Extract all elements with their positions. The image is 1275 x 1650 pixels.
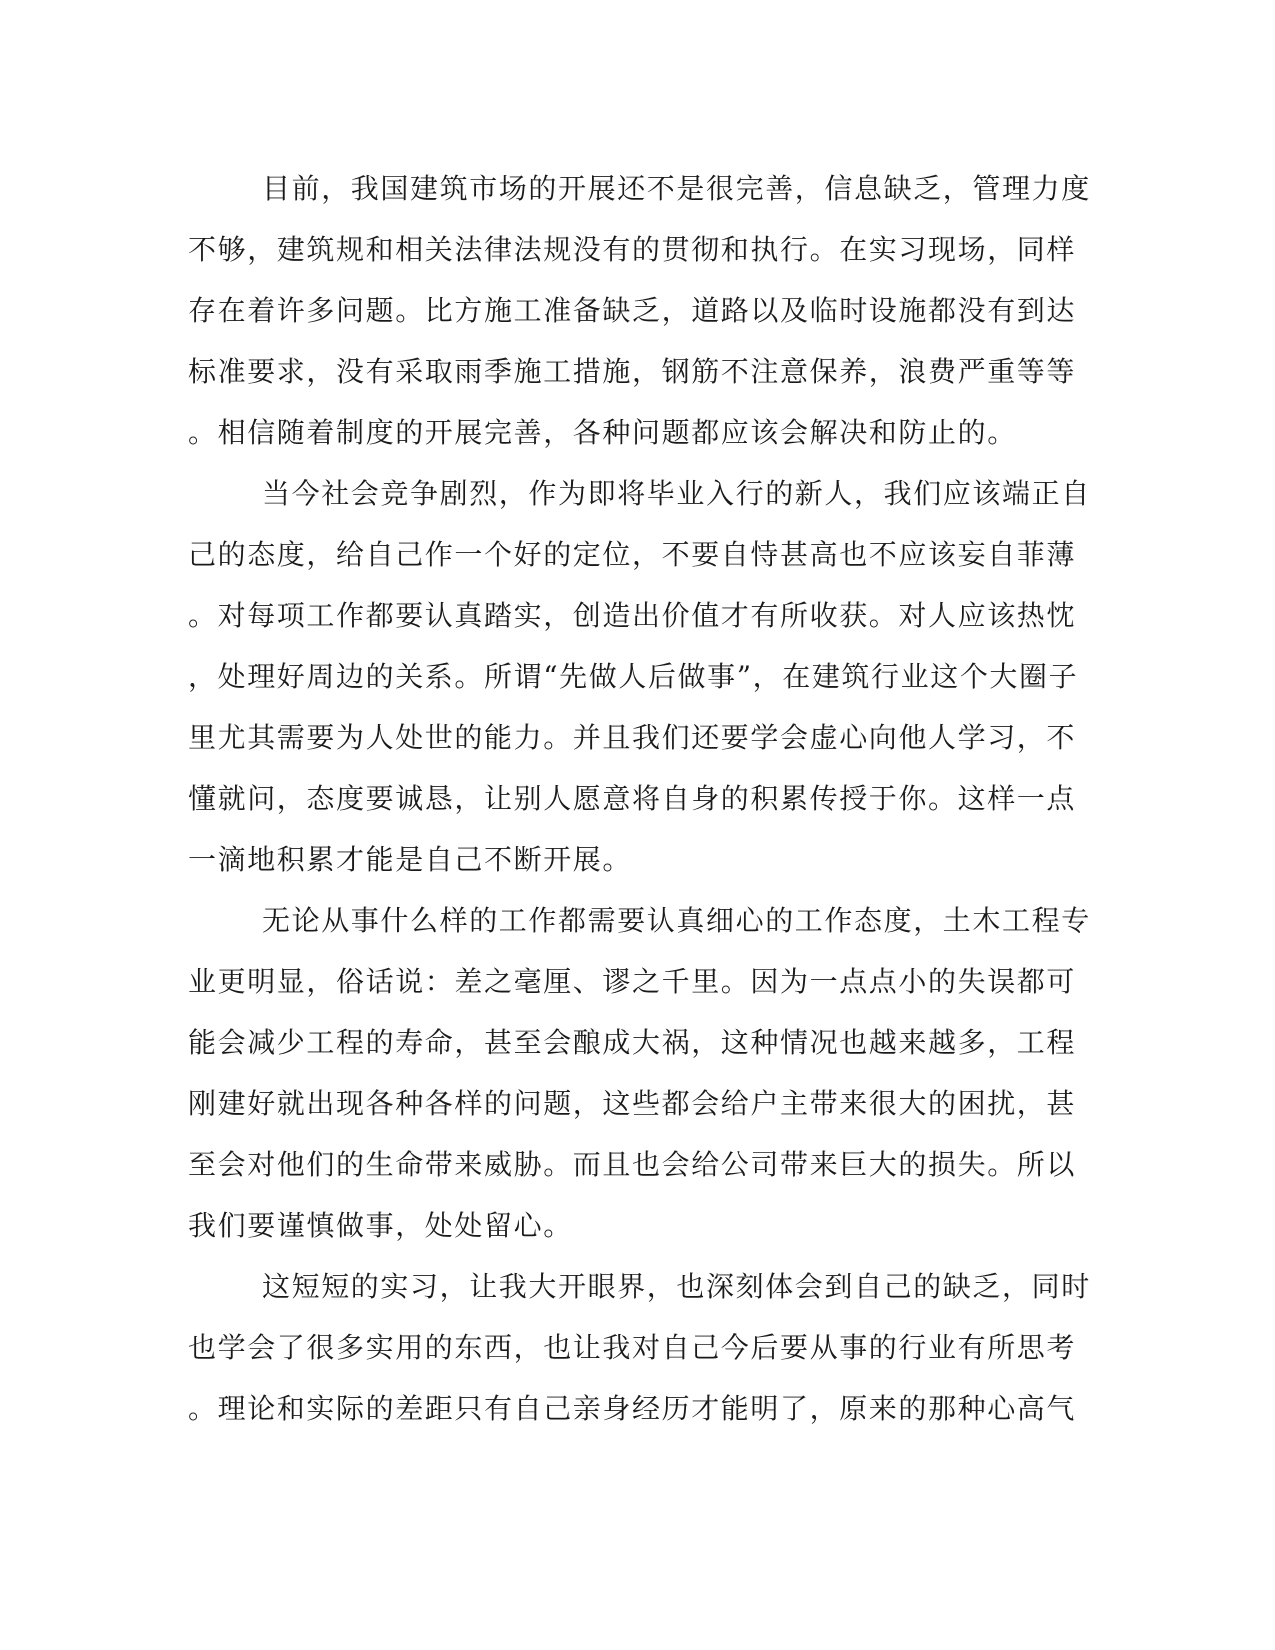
- text-line: 不够，建筑规和相关法律法规没有的贯彻和执行。在实习现场，同样: [188, 233, 1077, 266]
- text-line: 。理论和实际的差距只有自己亲身经历才能明了，原来的那种心高气: [188, 1392, 1077, 1425]
- text-line: 能会减少工程的寿命，甚至会酿成大祸，这种情况也越来越多，工程: [188, 1026, 1077, 1059]
- text-line: 。对每项工作都要认真踏实，创造出价值才有所收获。对人应该热忱: [188, 599, 1077, 632]
- text-line: 刚建好就出现各种各样的问题，这些都会给户主带来很大的困扰，甚: [188, 1087, 1077, 1120]
- text-line: 这短短的实习，让我大开眼界，也深刻体会到自己的缺乏，同时: [262, 1270, 1091, 1303]
- text-line: 己的态度，给自己作一个好的定位，不要自恃甚高也不应该妄自菲薄: [188, 538, 1077, 571]
- text-line: 无论从事什么样的工作都需要认真细心的工作态度，土木工程专: [262, 904, 1091, 937]
- text-line: 业更明显，俗话说：差之毫厘、谬之千里。因为一点点小的失误都可: [188, 965, 1077, 998]
- text-line: 我们要谨慎做事，处处留心。: [188, 1209, 573, 1242]
- text-line: 当今社会竞争剧烈，作为即将毕业入行的新人，我们应该端正自: [262, 477, 1091, 510]
- text-line: 目前，我国建筑市场的开展还不是很完善，信息缺乏，管理力度: [262, 172, 1091, 205]
- text-line: 至会对他们的生命带来威胁。而且也会给公司带来巨大的损失。所以: [188, 1148, 1077, 1181]
- text-line: 里尤其需要为人处世的能力。并且我们还要学会虚心向他人学习，不: [188, 721, 1077, 754]
- text-line: ，处理好周边的关系。所谓“先做人后做事”，在建筑行业这个大圈子: [188, 660, 1079, 693]
- text-line: 一滴地积累才能是自己不断开展。: [188, 843, 633, 876]
- text-line: 懂就问，态度要诚恳，让别人愿意将自身的积累传授于你。这样一点: [188, 782, 1077, 815]
- document-body: [188, 158, 1091, 1439]
- text-line: 也学会了很多实用的东西，也让我对自己今后要从事的行业有所思考: [188, 1331, 1077, 1364]
- text-line: 存在着许多问题。比方施工准备缺乏，道路以及临时设施都没有到达: [188, 294, 1077, 327]
- text-line: 。相信随着制度的开展完善，各种问题都应该会解决和防止的。: [188, 416, 1017, 449]
- text-line: 标准要求，没有采取雨季施工措施，钢筋不注意保养，浪费严重等等: [188, 355, 1077, 388]
